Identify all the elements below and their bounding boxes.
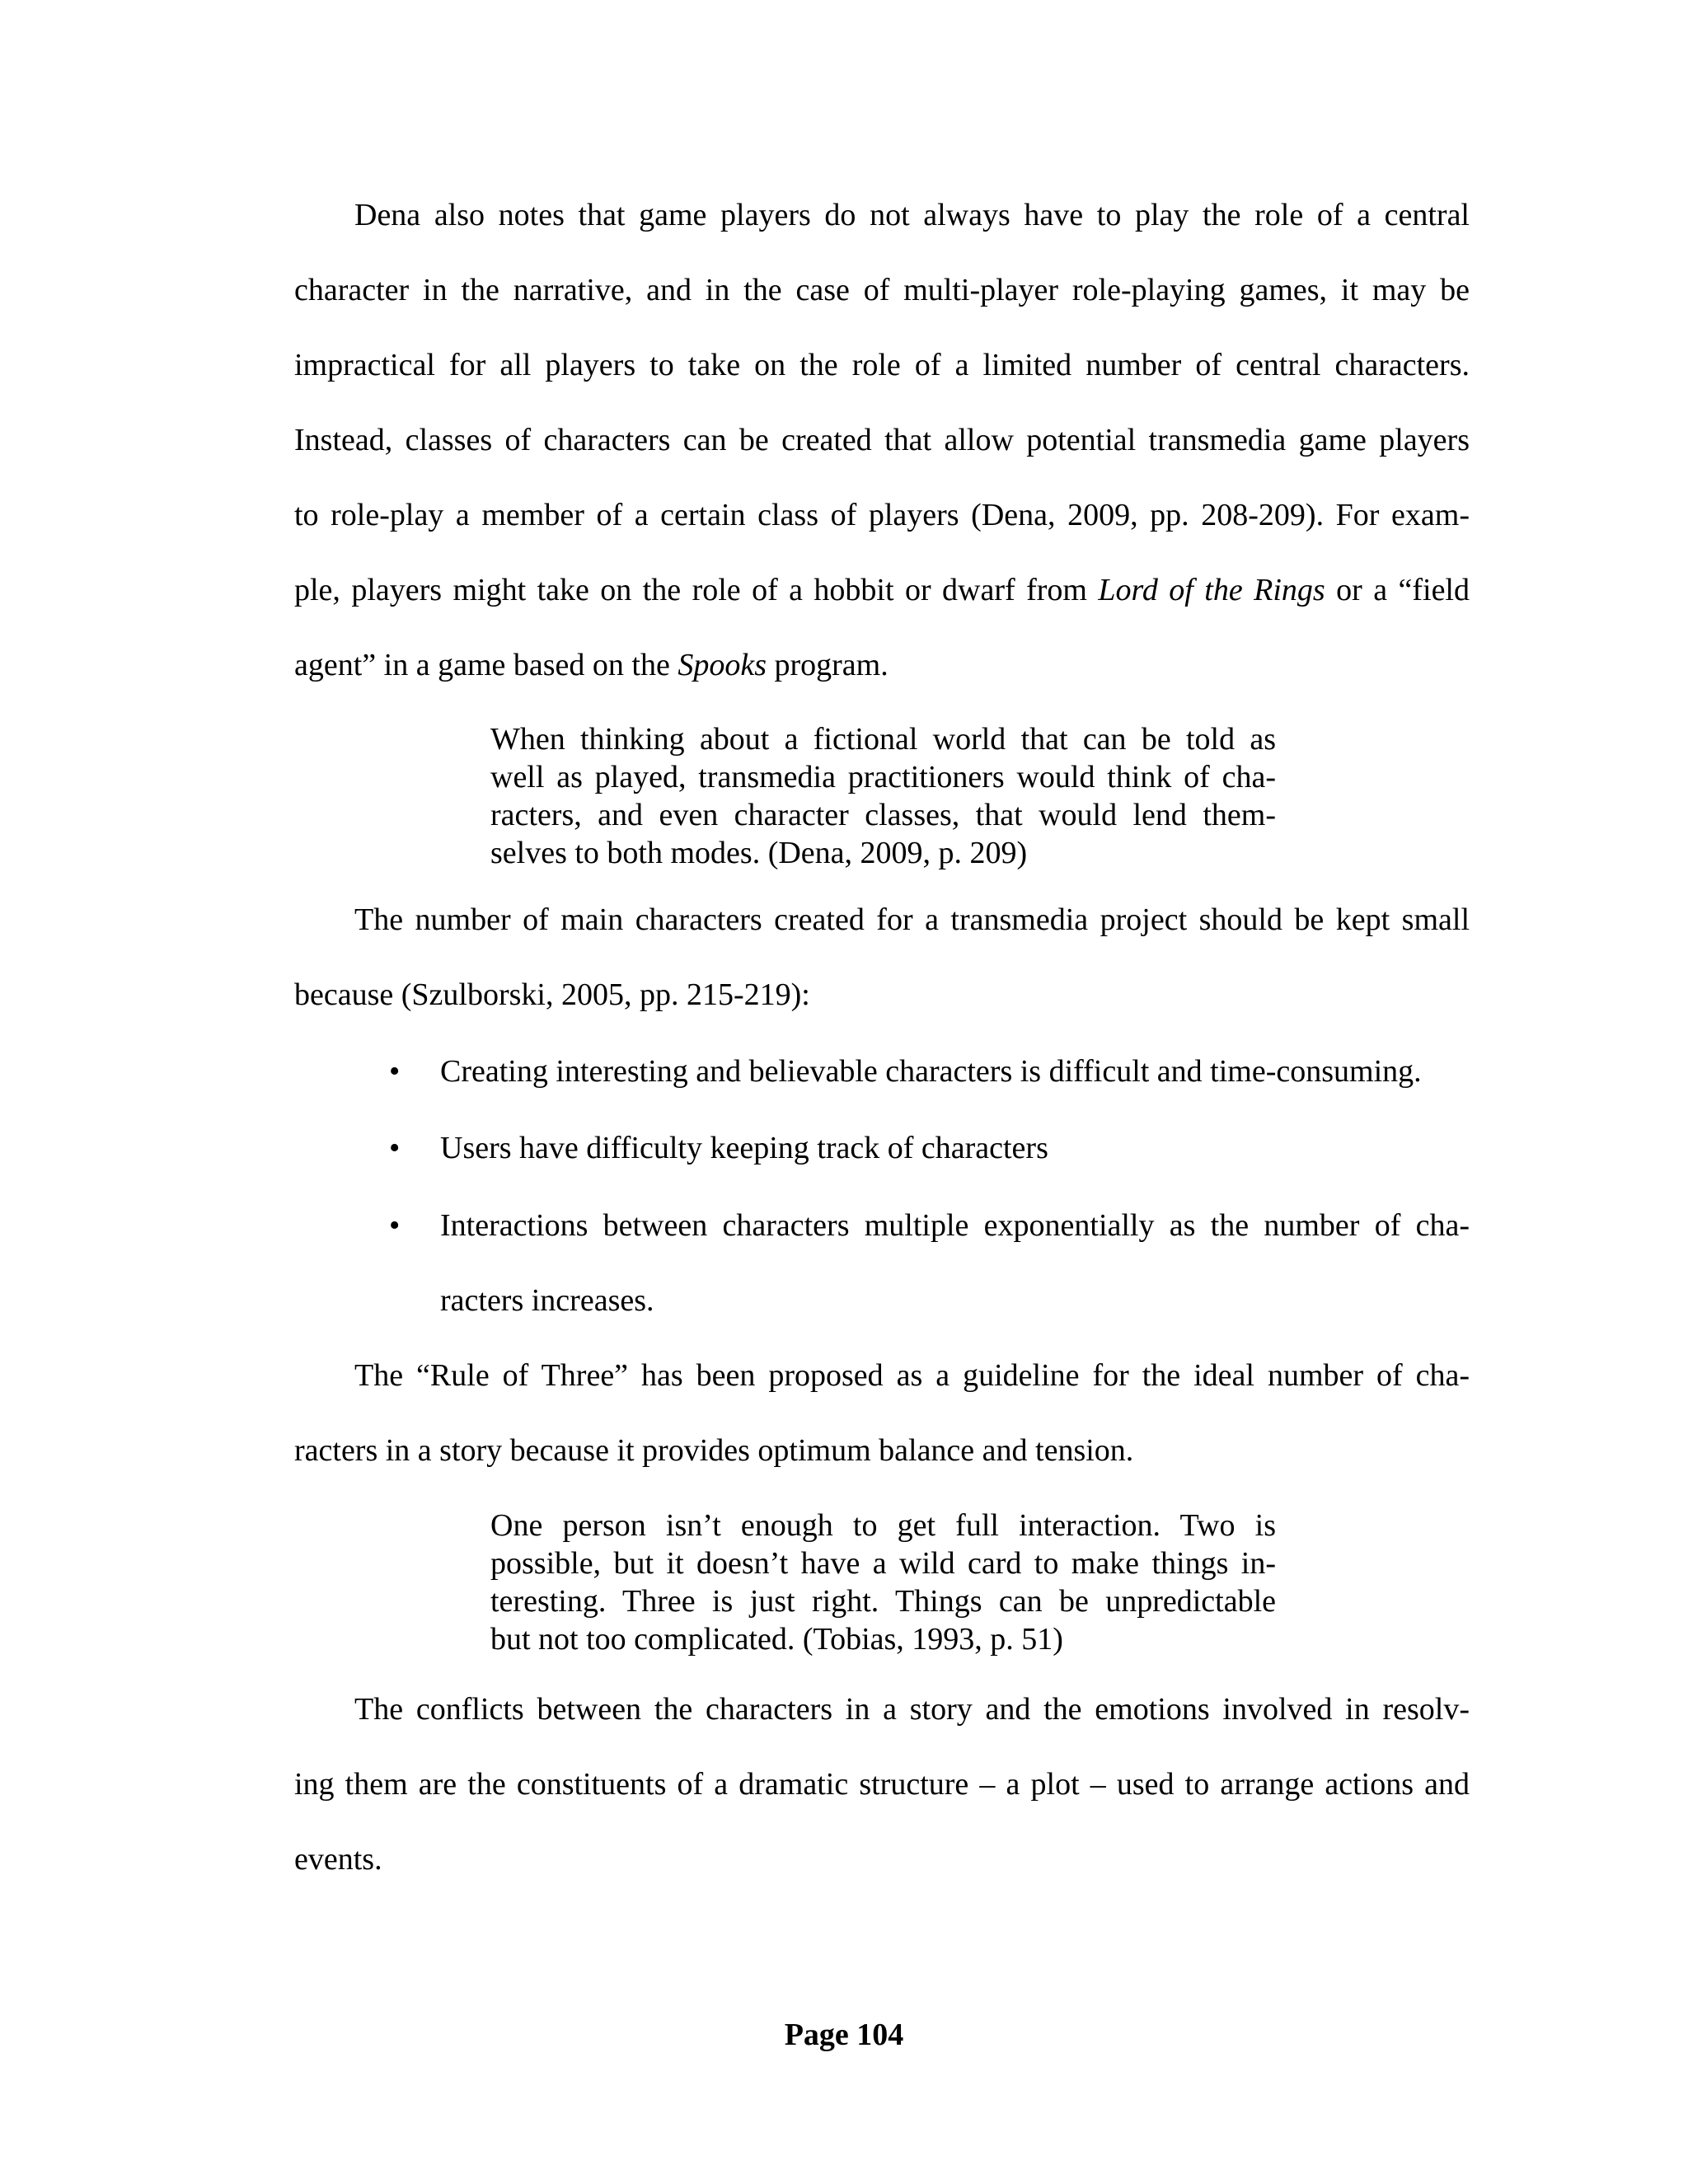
- paragraph-1-line-3: impractical for all players to take on the role of a limited number of central characters.: [294, 348, 1470, 382]
- blockquote-1-line-4: selves to both modes. (Dena, 2009, p. 209): [490, 836, 1028, 870]
- bullet-marker: •: [389, 1208, 401, 1243]
- blockquote-1-line-1: When thinking about a fictional world that can be told as: [490, 722, 1276, 757]
- paragraph-1-line-4: Instead, classes of characters can be created that allow potential transmedia game players: [294, 423, 1470, 457]
- paragraph-3-line-1: The “Rule of Three” has been proposed as a guideline for the ideal number of cha-: [354, 1358, 1470, 1393]
- bullet-item-2: Users have difficulty keeping track of characters: [440, 1131, 1048, 1165]
- paragraph-1-line-2: character in the narrative, and in the case of multi-player role-playing games, it may be: [294, 273, 1470, 307]
- bullet-item-3-line-2: racters increases.: [440, 1283, 654, 1318]
- paragraph-2-line-1: The number of main characters created for a transmedia project should be kept small: [354, 902, 1470, 937]
- paragraph-4-line-2: ing them are the constituents of a dramatic structure – a plot – used to arrange actions and: [294, 1767, 1470, 1802]
- paragraph-1-line-7: [294, 646, 1470, 684]
- blockquote-1-line-2: well as played, transmedia practitioners would think of cha-: [490, 760, 1276, 794]
- bullet-marker: •: [389, 1131, 401, 1165]
- paragraph-2-line-2: because (Szulborski, 2005, pp. 215-219):: [294, 977, 810, 1012]
- bullet-marker: •: [389, 1054, 401, 1089]
- text-segment: ple, players might take on the role of a hobbit or dwarf from: [294, 573, 1099, 607]
- text-segment: agent” in a game based on the: [294, 648, 678, 682]
- paragraph-1-line-6: [294, 571, 1470, 609]
- program-title-italic: Spooks: [678, 648, 767, 682]
- paragraph-4-line-1: The conflicts between the characters in a story and the emotions involved in resolv-: [354, 1692, 1470, 1727]
- blockquote-1-line-3: racters, and even character classes, that would lend them-: [490, 798, 1276, 832]
- paragraph-1-line-1: Dena also notes that game players do not always have to play the role of a central: [354, 198, 1470, 232]
- text-segment: or a “field: [1325, 573, 1470, 607]
- paragraph-1-line-5: to role-play a member of a certain class of players (Dena, 2009, pp. 208-209). For exam-: [294, 498, 1470, 532]
- bullet-item-1: Creating interesting and believable characters is difficult and time-consuming.: [440, 1054, 1422, 1089]
- bullet-item-3-line-1: Interactions between characters multiple exponentially as the number of cha-: [440, 1208, 1470, 1243]
- blockquote-2-line-1: One person isn’t enough to get full interaction. Two is: [490, 1508, 1276, 1543]
- blockquote-2-line-3: teresting. Three is just right. Things can be unpredictable: [490, 1584, 1276, 1619]
- text-segment: program.: [766, 648, 889, 682]
- book-title-italic: Lord of the Rings: [1098, 573, 1325, 607]
- page-number: Page 104: [784, 2018, 904, 2052]
- blockquote-2-line-4: but not too complicated. (Tobias, 1993, p. 51): [490, 1622, 1063, 1657]
- paragraph-3-line-2: racters in a story because it provides optimum balance and tension.: [294, 1433, 1134, 1468]
- paragraph-4-line-3: events.: [294, 1842, 382, 1877]
- blockquote-2-line-2: possible, but it doesn’t have a wild card to make things in-: [490, 1546, 1276, 1581]
